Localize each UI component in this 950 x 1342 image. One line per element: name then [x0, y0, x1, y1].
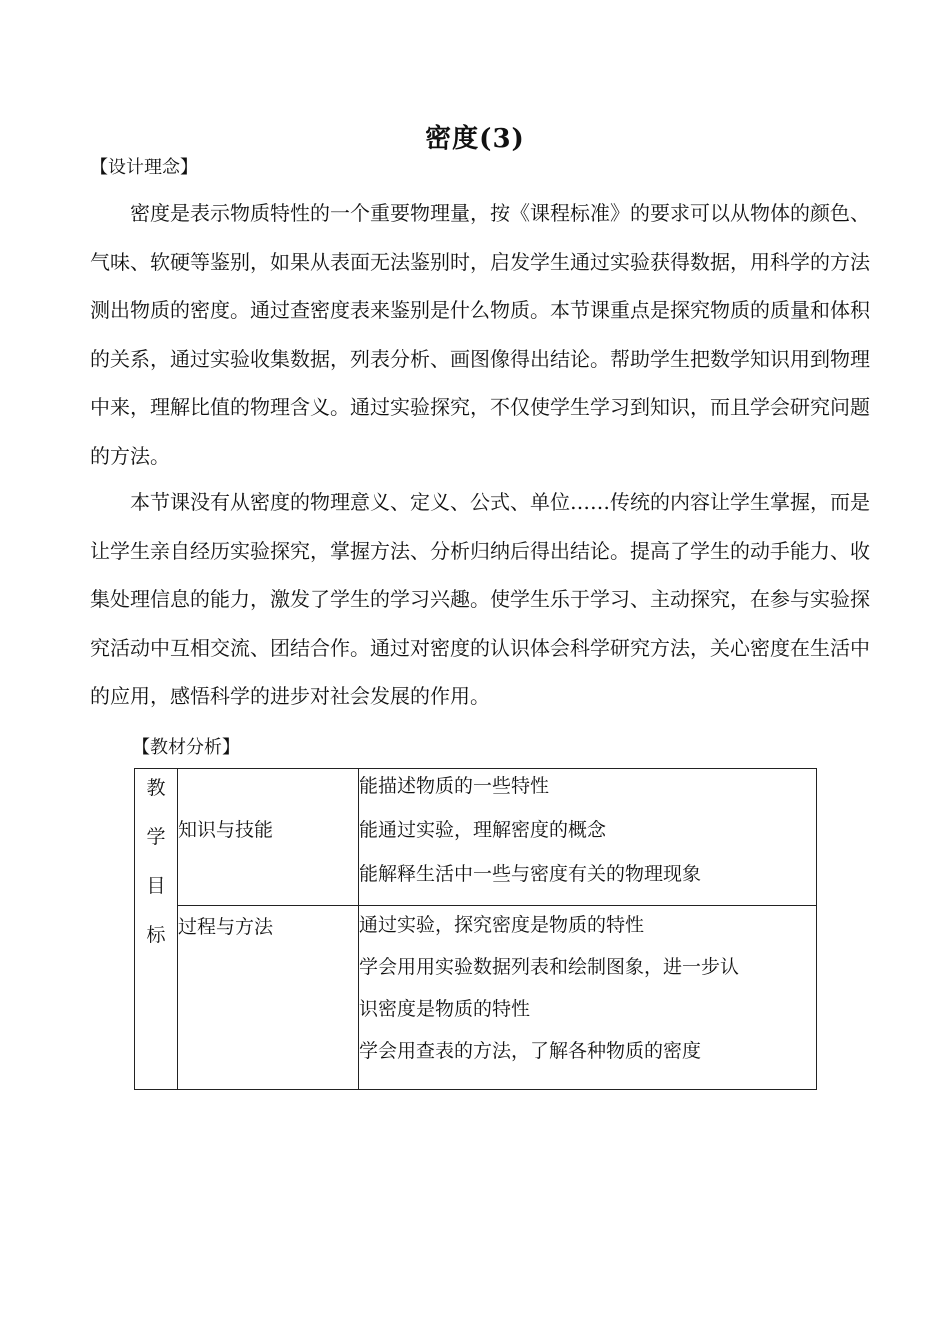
goal-item: 能通过实验，理解密度的概念 [359, 819, 607, 841]
material-analysis-heading: 【教材分析】 [132, 737, 240, 758]
paragraph-1: 密度是表示物质特性的一个重要物理量，按《课程标准》的要求可以从物体的颜色、气味、软硬等鉴别，如果从表面无法鉴别时，启发学生通过实验获得数据，用科学的方法测出物质的密度。通过查密度表来鉴别是什么物质。本节课重点是探究物质的质量和体积的关系，通过实验收集数据，列表分析、画图像得出结论。帮助学生把数学知识用到物理中来，理解比值的物理含义。通过实验探究，不仅使学生学习到知识，而且学会研究问题的方法。 [90, 201, 870, 468]
paragraph-2: 本节课没有从密度的物理意义、定义、公式、单位……传统的内容让学生掌握，而是让学生亲自经历实验探究，掌握方法、分析归纳后得出结论。提高了学生的动手能力、收集处理信息的能力，激发了学生的学习兴趣。使学生乐于学习、主动探究，在参与实验探究活动中互相交流、团结合作。通过对密度的认识体会科学研究方法，关心密度在生活中的应用，感悟科学的进步对社会发展的作用。 [90, 490, 870, 708]
items-cell [359, 906, 817, 1090]
goal-item: 能描述物质的一些特性 [359, 775, 550, 797]
items-cell [359, 769, 817, 906]
page-title: 密度(3) [425, 124, 525, 154]
goal-item: 学会用用实验数据列表和绘制图象，进一步认 [359, 956, 740, 978]
category-cell [178, 906, 359, 1090]
goals-label-char: 教 [146, 777, 166, 799]
goal-item: 学会用查表的方法，了解各种物质的密度 [359, 1040, 702, 1062]
design-concept-heading: 【设计理念】 [90, 157, 198, 178]
goals-label-char: 目 [146, 875, 166, 897]
teaching-goals-table [134, 768, 817, 1090]
goal-item: 通过实验，探究密度是物质的特性 [359, 914, 645, 936]
goal-item: 能解释生活中一些与密度有关的物理现象 [359, 863, 702, 885]
goal-item: 识密度是物质的特性 [359, 998, 531, 1020]
table-row [135, 769, 817, 906]
goals-label-cell [135, 769, 178, 1090]
goals-label-char: 学 [146, 826, 166, 848]
category-cell [178, 769, 359, 906]
category-label: 过程与方法 [178, 916, 274, 938]
category-label: 知识与技能 [178, 819, 274, 841]
goals-label-char: 标 [146, 924, 166, 946]
table-row [135, 906, 817, 1090]
